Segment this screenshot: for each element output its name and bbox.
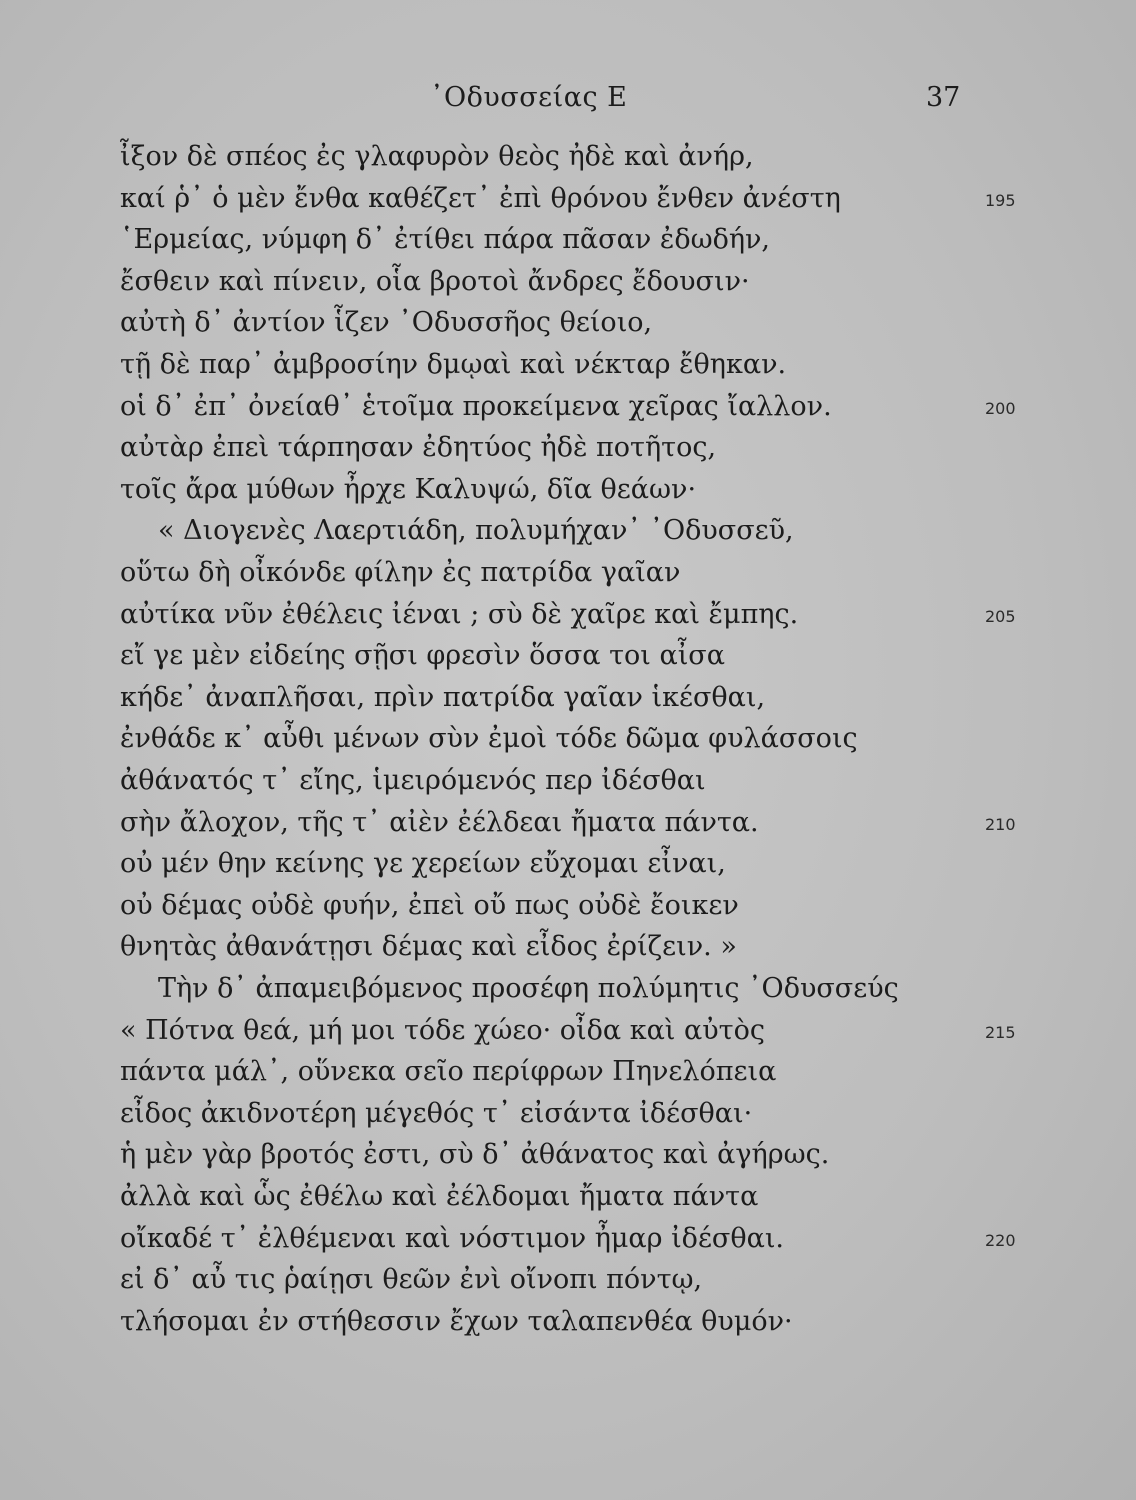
verse-line: « Πότνα θεά, μή μοι τόδε χώεο· οἶδα καὶ αὐτὸς bbox=[120, 1014, 765, 1046]
verse-line: αὐτὰρ ἐπεὶ τάρπησαν ἐδητύος ἠδὲ ποτῆτος, bbox=[120, 432, 717, 464]
line-number: 210 bbox=[985, 814, 1016, 834]
verse-line: ἶξον δὲ σπέος ἐς γλαφυρὸν θεὸς ἠδὲ καὶ ἀνήρ, bbox=[120, 141, 754, 172]
verse-line: αὐτὴ δ᾿ ἀντίον ἷζεν ᾿Οδυσσῆος θείοιο, bbox=[120, 307, 653, 339]
verse-line: οἴκαδέ τ᾿ ἐλθέμεναι καὶ νόστιμον ἦμαρ ἰδέσθαι. bbox=[120, 1222, 785, 1254]
line-number: 220 bbox=[985, 1230, 1016, 1250]
line-number: 205 bbox=[985, 606, 1016, 626]
verse-line: οὐ δέμας οὐδὲ φυήν, ἐπεὶ οὔ πως οὐδὲ ἔοικεν bbox=[120, 889, 739, 921]
verse-line: ἀλλὰ καὶ ὧς ἐθέλω καὶ ἐέλδομαι ἤματα πάντα bbox=[120, 1181, 759, 1212]
verse-line: τοῖς ἄρα μύθων ἦρχε Καλυψώ, δῖα θεάων· bbox=[120, 473, 697, 505]
verse-line: καί ῥ᾿ ὁ μὲν ἔνθα καθέζετ᾿ ἐπὶ θρόνου ἔνθεν ἀνέστη bbox=[120, 182, 841, 214]
verse-line: εἰ δ᾿ αὖ τις ῥαίῃσι θεῶν ἐνὶ οἴνοπι πόντῳ, bbox=[120, 1264, 703, 1296]
verse-line: Τὴν δ᾿ ἀπαμειβόμενος προσέφη πολύμητις ᾿Οδυσσεύς bbox=[158, 973, 899, 1004]
verse-line: οὕτω δὴ οἶκόνδε φίλην ἐς πατρίδα γαῖαν bbox=[120, 557, 681, 588]
verse-line: θνητὰς ἀθανάτῃσι δέμας καὶ εἶδος ἐρίζειν. » bbox=[120, 931, 737, 963]
running-header-title: ᾿Οδυσσείας Ε bbox=[430, 82, 628, 113]
verse-line: πάντα μάλ᾿, οὕνεκα σεῖο περίφρων Πηνελόπεια bbox=[120, 1056, 777, 1088]
verse-line: εἶδος ἀκιδνοτέρη μέγεθός τ᾿ εἰσάντα ἰδέσθαι· bbox=[120, 1097, 753, 1129]
verse-line: κήδε᾿ ἀναπλῆσαι, πρὶν πατρίδα γαῖαν ἱκέσθαι, bbox=[120, 681, 766, 713]
verse-line: ἔσθειν καὶ πίνειν, οἷα βροτοὶ ἄνδρες ἔδουσιν· bbox=[120, 265, 750, 297]
verse-line: οἱ δ᾿ ἐπ᾿ ὀνείαθ᾿ ἑτοῖμα προκείμενα χεῖρας ἴαλλον. bbox=[120, 390, 832, 422]
verse-line: οὐ μέν θην κείνης γε χερείων εὔχομαι εἶναι, bbox=[120, 848, 726, 880]
page-number: 37 bbox=[926, 82, 961, 113]
verse-line: ἡ μὲν γὰρ βροτός ἐστι, σὺ δ᾿ ἀθάνατος καὶ ἀγήρως. bbox=[120, 1139, 830, 1171]
verse-line: τῇ δὲ παρ᾿ ἀμβροσίην δμῳαὶ καὶ νέκταρ ἔθηκαν. bbox=[120, 349, 787, 380]
verse-line: ῾Ερμείας, νύμφη δ᾿ ἐτίθει πάρα πᾶσαν ἐδωδήν, bbox=[120, 224, 771, 256]
verse-line: αὐτίκα νῦν ἐθέλεις ἰέναι ; σὺ δὲ χαῖρε καὶ ἔμπης. bbox=[120, 598, 799, 630]
verse-line: ἀθάνατός τ᾿ εἴης, ἱμειρόμενός περ ἰδέσθαι bbox=[120, 765, 706, 796]
verse-line: ἐνθάδε κ᾿ αὖθι μένων σὺν ἐμοὶ τόδε δῶμα φυλάσσοις bbox=[120, 723, 858, 755]
line-number: 195 bbox=[985, 190, 1016, 210]
line-number: 200 bbox=[985, 398, 1016, 418]
verse-line: « Διογενὲς Λαερτιάδη, πολυμήχαν᾿ ᾿Οδυσσεῦ, bbox=[158, 515, 794, 547]
verse-line: τλήσομαι ἐν στήθεσσιν ἔχων ταλαπενθέα θυμόν· bbox=[120, 1305, 793, 1337]
verse-line: εἴ γε μὲν εἰδείης σῇσι φρεσὶν ὅσσα τοι αἶσα bbox=[120, 640, 725, 672]
verse-line: σὴν ἄλοχον, τῆς τ᾿ αἰὲν ἐέλδεαι ἤματα πάντα. bbox=[120, 806, 759, 838]
line-number: 215 bbox=[985, 1022, 1016, 1042]
